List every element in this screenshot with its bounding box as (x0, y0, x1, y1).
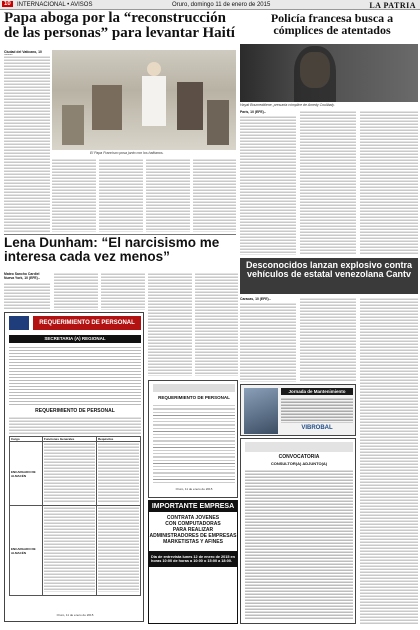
ad2-title: REQUERIMIENTO DE PERSONAL (158, 395, 230, 400)
ad1-col-cargo: Cargo (10, 437, 43, 442)
issue-date: Oruro, domingo 11 de enero de 2015 (172, 2, 271, 8)
ad3-line5: MARKETISTAS Y AFINES (163, 539, 223, 545)
story3-column-5 (195, 272, 238, 376)
story3-column-4 (148, 272, 192, 376)
story3-dateline: Nueva York, 10 (EFE).- (4, 276, 40, 280)
ad1-col-funciones: Funciones Generales (43, 437, 97, 442)
story2-column-3 (360, 110, 418, 255)
ad1-col-requisitos: Requisitos (97, 437, 141, 442)
ad1-list (9, 345, 141, 405)
story1-column-5 (193, 158, 236, 232)
page-number: 10 (4, 1, 11, 7)
ad3-line3: PARA REALIZAR (172, 527, 214, 533)
ad1-title: REQUERIMIENTO DE PERSONAL (33, 316, 141, 330)
story1-column-4 (146, 158, 190, 232)
ad4-box (240, 384, 356, 436)
ad3-line1: CONTRATA JOVENES (166, 515, 220, 521)
ad1-footer: Oruro, 11 de enero de 2015 (56, 613, 94, 617)
ad3-box (148, 500, 238, 624)
story1-dateline: Ciudad del Vaticano, 10 (4, 50, 42, 54)
story4-dateline: Caracas, 10 (EFE).- (240, 297, 271, 301)
ad3-line2: CON COMPUTADORAS (165, 521, 221, 527)
ad1-box (4, 312, 144, 622)
ad1-intro (9, 416, 141, 434)
section-label: INTERNACIONAL • AVISOS (17, 2, 93, 8)
newspaper-brand: LA PATRIA (369, 1, 416, 10)
ad1-row2-cargo: ENCARGADO DE ALMACÉN (10, 506, 43, 596)
story1-column-2 (52, 158, 96, 232)
story2-column-1 (240, 115, 296, 255)
story3-column-1 (4, 282, 50, 310)
story4-headline: Desconocidos lanzan explosivo contra vehículos de estatal venezolana Cantv (245, 260, 413, 279)
ad4-title: Jornada de Mantenimiento (281, 388, 353, 395)
ad2-logo (153, 384, 235, 392)
story3-author: Mateo Sancho Cardiel (4, 272, 40, 276)
story1-column-3 (99, 158, 143, 232)
ad3-line4: ADMINISTRADORES DE EMPRESAS (149, 533, 237, 539)
ad1-bottom-title: REQUERIMIENTO DE PERSONAL (35, 408, 115, 414)
story4-column-1 (240, 302, 296, 382)
ad4-image (244, 388, 278, 434)
ad1-row1-cargo: ENCARGADO DE ALMACÉN (10, 442, 43, 506)
ad1-subtitle: SECRETARIA (A) REGIONAL (9, 335, 141, 343)
ad5-logo (245, 442, 353, 452)
story4-column-2 (300, 297, 356, 382)
ad2-box (148, 380, 238, 498)
story2-column-2 (300, 110, 356, 255)
story2-headline: Policía francesa busca a cómplices de atentados (270, 11, 394, 37)
page-header (0, 0, 420, 10)
story2-caption: Hayat Boumeddiene, presunta cómplice de Amedy Coulibaly. (240, 103, 335, 107)
story1-headline: Papa aboga por la “reconstrucción de las personas” para levantar Haití (4, 10, 235, 41)
ad2-table (153, 403, 235, 483)
story3-column-2 (54, 272, 98, 310)
ad5-box (240, 438, 356, 624)
ad4-brand: VIBROBAL (301, 425, 333, 431)
ad2-footer: Oruro, 11 de enero de 2015 (175, 487, 213, 491)
story4-column-3 (360, 297, 418, 624)
ad5-subtitle: CONSULTOR(A) ADJUNTO(A) (270, 461, 328, 466)
story3-headline: Lena Dunham: “El narcisismo me interesa cada vez menos” (4, 235, 220, 264)
ad4-text (281, 397, 353, 423)
story3-byline (4, 272, 50, 280)
ad5-body (245, 469, 353, 619)
story1-photo (52, 50, 236, 150)
story4-banner (240, 258, 418, 294)
story3-column-3 (101, 272, 145, 310)
ad3-details: Día de entrevista lunes 12 de enero de 2015 en horas 10:00 de horas a 10:00 o 15:00 a 18:00. (149, 551, 237, 567)
ad3-title: IMPORTANTE EMPRESA (149, 501, 237, 512)
story1-column-1 (4, 55, 50, 232)
story2-dateline: París, 10 (EFE).- (240, 110, 266, 114)
story2-photo (240, 44, 418, 102)
ad1-logo (9, 316, 29, 330)
ad5-title: CONVOCATORIA (278, 454, 320, 460)
story1-caption: El Papa Francisco posa junto con los haitianos. (90, 151, 164, 155)
ad1-table (9, 436, 141, 596)
